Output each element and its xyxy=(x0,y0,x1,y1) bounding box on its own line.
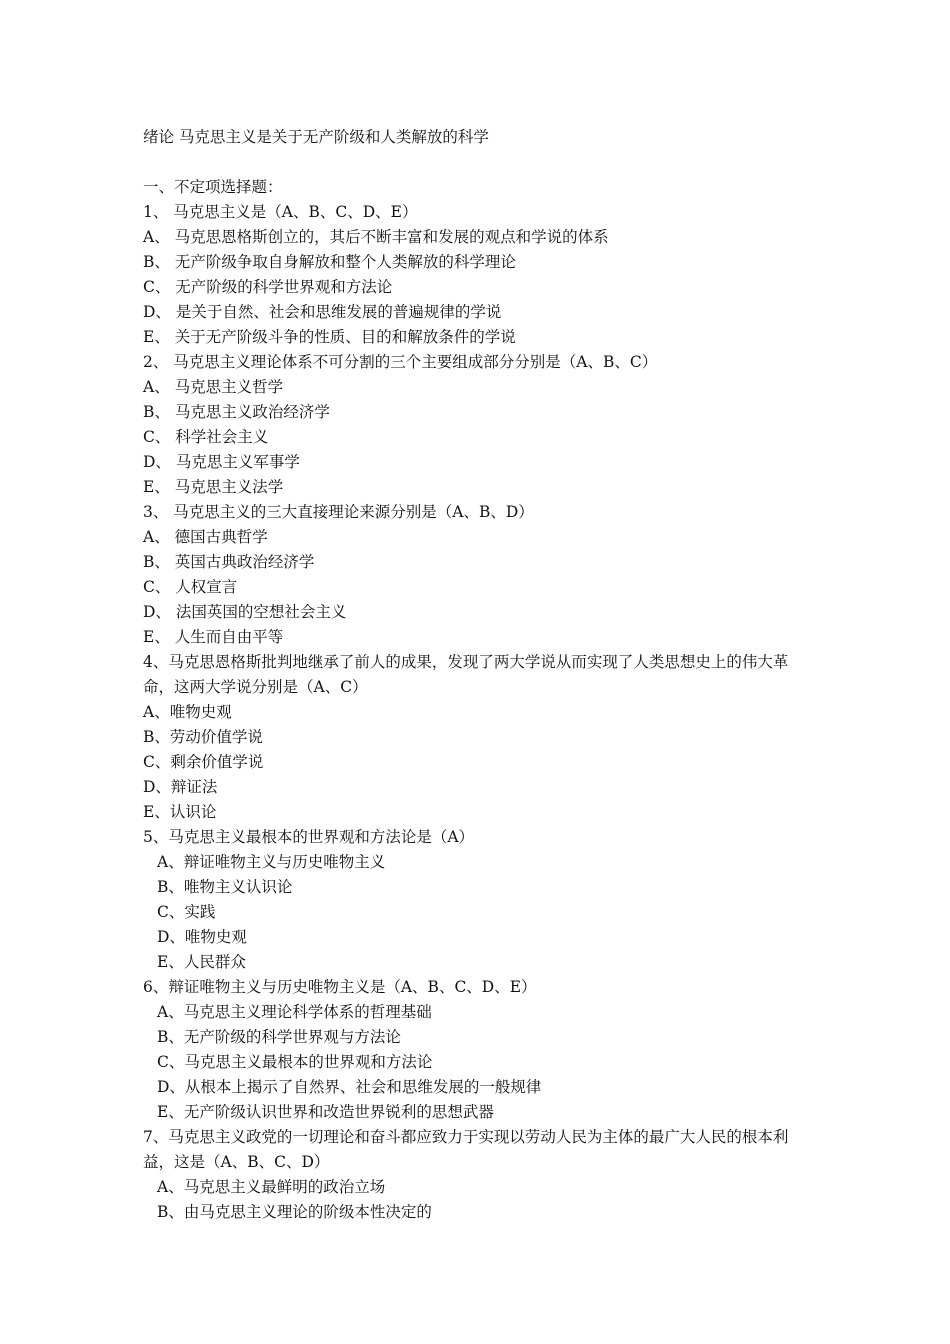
question-option: A、 马克思主义哲学 xyxy=(143,378,284,396)
question-option: B、由马克思主义理论的阶级本性决定的 xyxy=(157,1203,432,1221)
page-title: 绪论 马克思主义是关于无产阶级和人类解放的科学 xyxy=(143,128,489,146)
question-option: E、无产阶级认识世界和改造世界锐利的思想武器 xyxy=(157,1103,494,1121)
question-stem: 1、 马克思主义是（A、B、C、D、E） xyxy=(143,203,418,221)
question-option: D、 是关于自然、社会和思维发展的普遍规律的学说 xyxy=(143,303,502,321)
question-option: E、 马克思主义法学 xyxy=(143,478,284,496)
question-option: C、 人权宣言 xyxy=(143,578,238,596)
question-option: B、 英国古典政治经济学 xyxy=(143,553,315,571)
question-option: C、剩余价值学说 xyxy=(143,753,264,771)
question-stem: 7、马克思主义政党的一切理论和奋斗都应致力于实现以劳动人民为主体的最广大人民的根本利益，这是（A、B、C、D） xyxy=(143,1128,789,1171)
question-stem: 6、辩证唯物主义与历史唯物主义是（A、B、C、D、E） xyxy=(143,978,537,996)
question-option: B、 无产阶级争取自身解放和整个人类解放的科学理论 xyxy=(143,253,516,271)
question-option: D、辩证法 xyxy=(143,778,218,796)
question-option: C、 无产阶级的科学世界观和方法论 xyxy=(143,278,393,296)
question-option: C、 科学社会主义 xyxy=(143,428,269,446)
question-option: D、 法国英国的空想社会主义 xyxy=(143,603,347,621)
question-option: E、认识论 xyxy=(143,803,217,821)
question-option: B、唯物主义认识论 xyxy=(157,878,293,896)
question-option: E、 人生而自由平等 xyxy=(143,628,284,646)
question-option: A、马克思主义理论科学体系的哲理基础 xyxy=(157,1003,432,1021)
question-stem: 2、 马克思主义理论体系不可分割的三个主要组成部分分别是（A、B、C） xyxy=(143,353,658,371)
question-option: A、马克思主义最鲜明的政治立场 xyxy=(157,1178,386,1196)
section-heading: 一、不定项选择题： xyxy=(143,178,283,196)
question-option: C、实践 xyxy=(157,903,216,921)
question-option: A、辩证唯物主义与历史唯物主义 xyxy=(157,853,386,871)
blank-line xyxy=(143,150,818,175)
question-stem: 3、 马克思主义的三大直接理论来源分别是（A、B、D） xyxy=(143,503,534,521)
question-option: D、唯物史观 xyxy=(157,928,247,946)
question-option: A、 德国古典哲学 xyxy=(143,528,268,546)
question-option: A、唯物史观 xyxy=(143,703,232,721)
document-body xyxy=(143,125,818,1225)
question-option: D、从根本上揭示了自然界、社会和思维发展的一般规律 xyxy=(157,1078,542,1096)
question-option: A、 马克思恩格斯创立的，其后不断丰富和发展的观点和学说的体系 xyxy=(143,228,609,246)
question-option: C、马克思主义最根本的世界观和方法论 xyxy=(157,1053,433,1071)
question-option: B、劳动价值学说 xyxy=(143,728,263,746)
question-option: D、 马克思主义军事学 xyxy=(143,453,300,471)
question-option: B、无产阶级的科学世界观与方法论 xyxy=(157,1028,401,1046)
question-option: B、 马克思主义政治经济学 xyxy=(143,403,330,421)
question-stem: 4、马克思恩格斯批判地继承了前人的成果，发现了两大学说从而实现了人类思想史上的伟大革命，这两大学说分别是（A、C） xyxy=(143,653,789,696)
question-stem: 5、马克思主义最根本的世界观和方法论是（A） xyxy=(143,828,475,846)
question-option: E、 关于无产阶级斗争的性质、目的和解放条件的学说 xyxy=(143,328,516,346)
question-option: E、人民群众 xyxy=(157,953,246,971)
